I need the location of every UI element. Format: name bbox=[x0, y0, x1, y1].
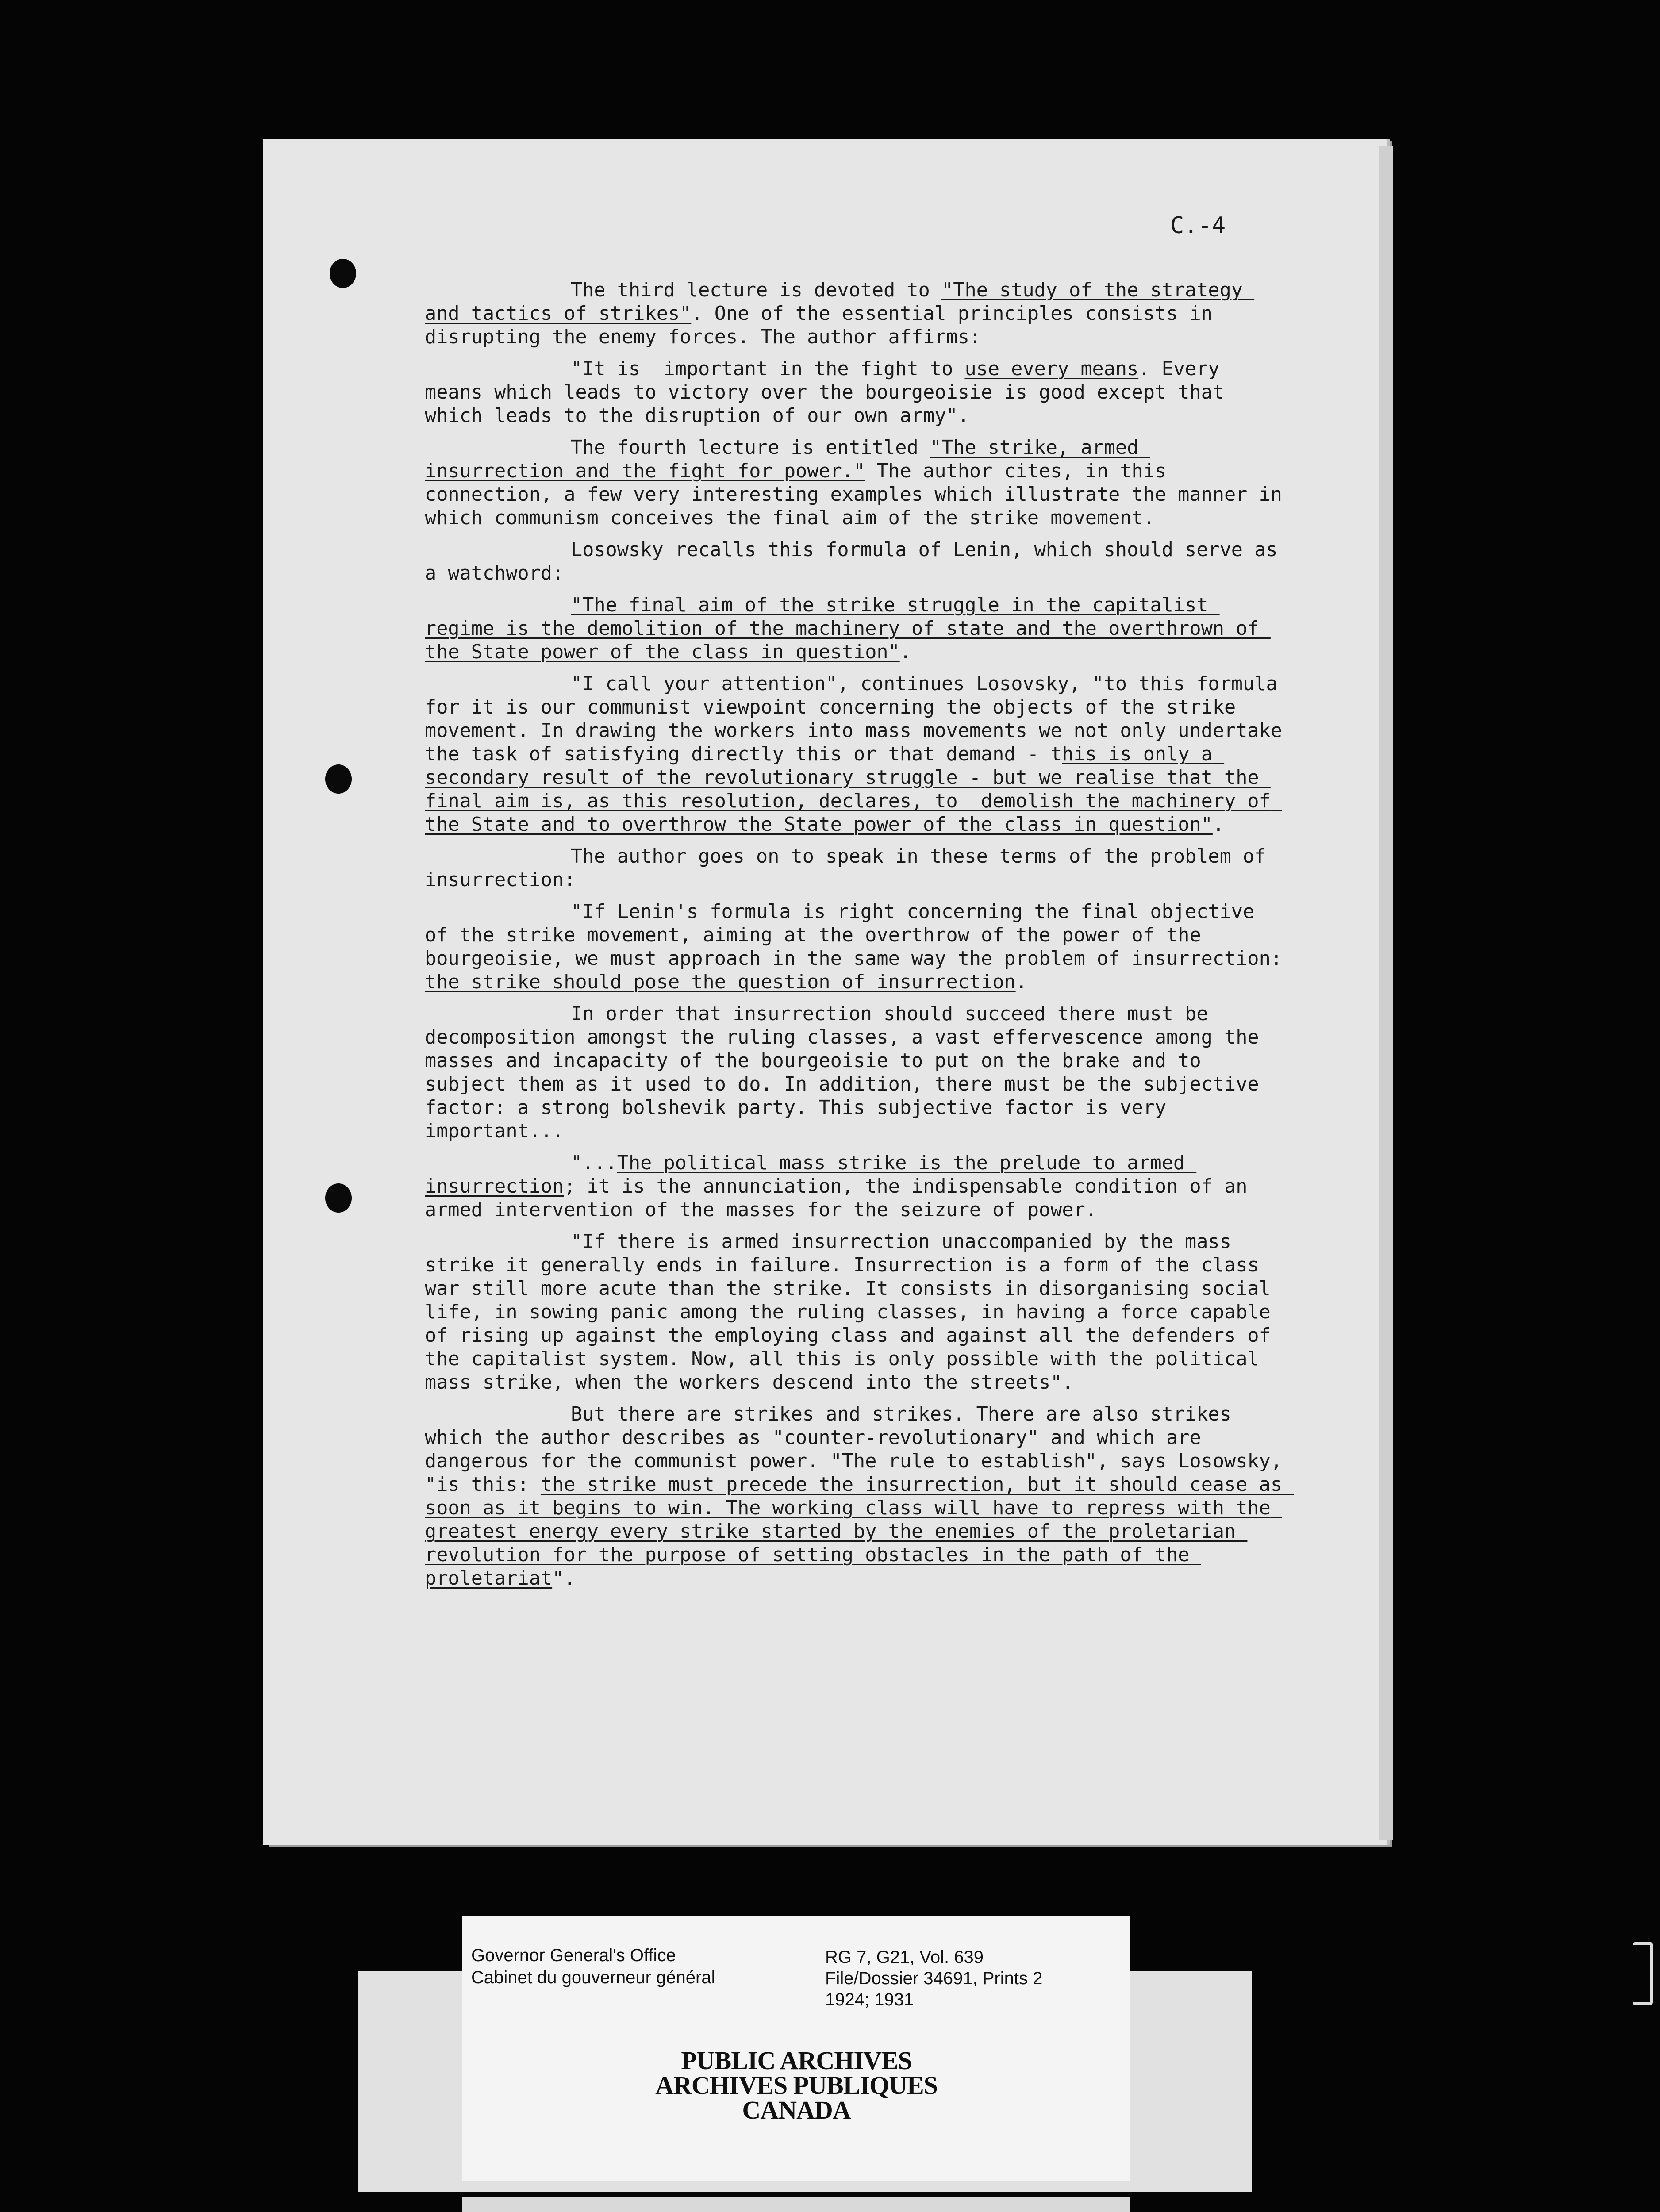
paragraph bbox=[425, 845, 1287, 892]
paragraph-text: ; it is the annunciation, the indispensable condition of an armed intervention of the masses for the seizure of power. bbox=[425, 1175, 1259, 1221]
paragraph-text: In order that insurrection should succeed there must be decomposition amongst the ruling classes, a vast effervescence among the masses and incapacity of the bourgeoisie to put on the brake and to subject them as it used to do. In addition, there must be the subjective factor: a strong bolshevik party. This subjective factor is very important... bbox=[425, 1003, 1271, 1142]
underlined-text: his is only a secondary result of the revolutionary struggle - but we realise that the final aim is, as this resolution, declares, to demolish the machinery of the State and to overthrow the State power of the class in question" bbox=[425, 743, 1283, 836]
paragraph bbox=[425, 1002, 1287, 1143]
paragraph bbox=[425, 1403, 1294, 1590]
reference-years: 1924; 1931 bbox=[825, 1990, 914, 2009]
archives-stamp bbox=[462, 2048, 1130, 2123]
paragraph-text: Losowsky recalls this formula of Lenin, which should serve as a watchword: bbox=[425, 539, 1289, 584]
office-fr: Cabinet du gouverneur général bbox=[471, 1968, 715, 1987]
page-stack-edge bbox=[1379, 146, 1393, 1840]
paragraph bbox=[425, 279, 1287, 349]
paragraph-text: . bbox=[1212, 814, 1225, 836]
underlined-text: the strike should pose the question of insurrection bbox=[425, 971, 1016, 993]
underlined-text: "The study of the strategy and tactics of strikes" bbox=[425, 279, 1255, 325]
paragraph-text: The fourth lecture is entitled bbox=[571, 437, 930, 459]
paragraph-text: The author goes on to speak in these terms of the problem of insurrection: bbox=[425, 845, 1278, 891]
underlined-text: The political mass strike is the prelude to armed insurrection bbox=[425, 1152, 1197, 1198]
paragraph bbox=[425, 672, 1294, 837]
paragraph-text: ". bbox=[552, 1567, 576, 1590]
paragraph-text: . Every means which leads to victory over the bourgeoisie is good except that which leads to the disruption of our own army". bbox=[425, 358, 1236, 427]
paragraph-text: "If Lenin's formula is right concerning the final objective of the strike movement, aiming at the overthrow of the power of the bourgeoisie, we must approach in the same way the problem of insurrection: bbox=[425, 901, 1294, 970]
paragraph bbox=[425, 357, 1287, 428]
paragraph-text: The author cites, in this connection, a few very interesting examples which illustrate the manner in which communism conceives the final aim of the strike movement. bbox=[425, 460, 1294, 529]
paragraph-text: "... bbox=[571, 1152, 617, 1174]
paragraph-text: "I call your attention", continues Losovsky, "to this formula for it is our communist viewpoint concerning the objects of the strike movement. In drawing the workers into mass movements we not only undertake the task of satisfying directly this or that demand - t bbox=[425, 673, 1294, 765]
underlined-text: "The strike, armed insurrection and the fight for power." bbox=[425, 437, 1150, 482]
punch-hole-top bbox=[330, 259, 356, 288]
punch-hole-middle bbox=[325, 764, 352, 794]
paragraph-text: "It is important in the fight to bbox=[571, 358, 965, 380]
stamp-line-country: CANADA bbox=[742, 2096, 851, 2124]
paragraph bbox=[425, 1230, 1287, 1394]
paragraph bbox=[425, 594, 1287, 664]
underlined-text: the strike must precede the insurrection, but it should cease as soon as it begins to win. The working class will have to repress with the greatest energy every strike started by the enemies of the proletarian revolution for the purpose of setting obstacles in the path of the proletariat bbox=[425, 1474, 1294, 1590]
punch-hole-bottom bbox=[325, 1183, 352, 1213]
stamp-line-en: PUBLIC ARCHIVES bbox=[681, 2046, 912, 2075]
paragraph bbox=[425, 436, 1294, 530]
paragraph-text: . bbox=[1015, 971, 1027, 993]
document-body bbox=[425, 279, 1294, 1599]
archive-label-office bbox=[471, 1944, 715, 1989]
paragraph-text: "If there is armed insurrection unaccompanied by the mass strike it generally ends in failure. Insurrection is a form of the class war still more acute than the strike. It consists in disorganising social life, in sowing panic among the ruling classes, in having a force capable of rising up against the employing class and against all the defenders of the capitalist system. Now, all this is only possible with the political mass strike, when the workers descend into the streets". bbox=[425, 1231, 1283, 1394]
paragraph-text: The third lecture is devoted to bbox=[571, 279, 942, 301]
reference-volume: RG 7, G21, Vol. 639 bbox=[825, 1947, 984, 1967]
film-edge-mark bbox=[1633, 1942, 1653, 2005]
label-bottom-strip bbox=[462, 2197, 1130, 2212]
paragraph-text: . bbox=[899, 641, 911, 663]
paragraph bbox=[425, 538, 1287, 585]
stamp-line-fr: ARCHIVES PUBLIQUES bbox=[655, 2071, 938, 2100]
paragraph-text: But there are strikes and strikes. There are also strikes which the author describes as "counter-revolutionary" and which are dangerous for the communist power. "The rule to establish", says Losowsky, "is this: bbox=[425, 1403, 1294, 1496]
paragraph bbox=[425, 1152, 1287, 1222]
page-number: C.-4 bbox=[1170, 212, 1226, 239]
paragraph bbox=[425, 900, 1294, 994]
archive-label-reference bbox=[825, 1947, 1042, 2010]
underlined-text: use every means bbox=[964, 358, 1139, 380]
reference-file: File/Dossier 34691, Prints 2 bbox=[825, 1969, 1043, 1988]
underlined-text: "The final aim of the strike struggle in the capitalist regime is the demolition of the machinery of state and the overthrown of the State power of the class in question" bbox=[425, 594, 1271, 663]
paragraph-text: . One of the essential principles consists in disrupting the enemy forces. The author affirms: bbox=[425, 303, 1225, 348]
office-en: Governor General's Office bbox=[471, 1946, 676, 1965]
